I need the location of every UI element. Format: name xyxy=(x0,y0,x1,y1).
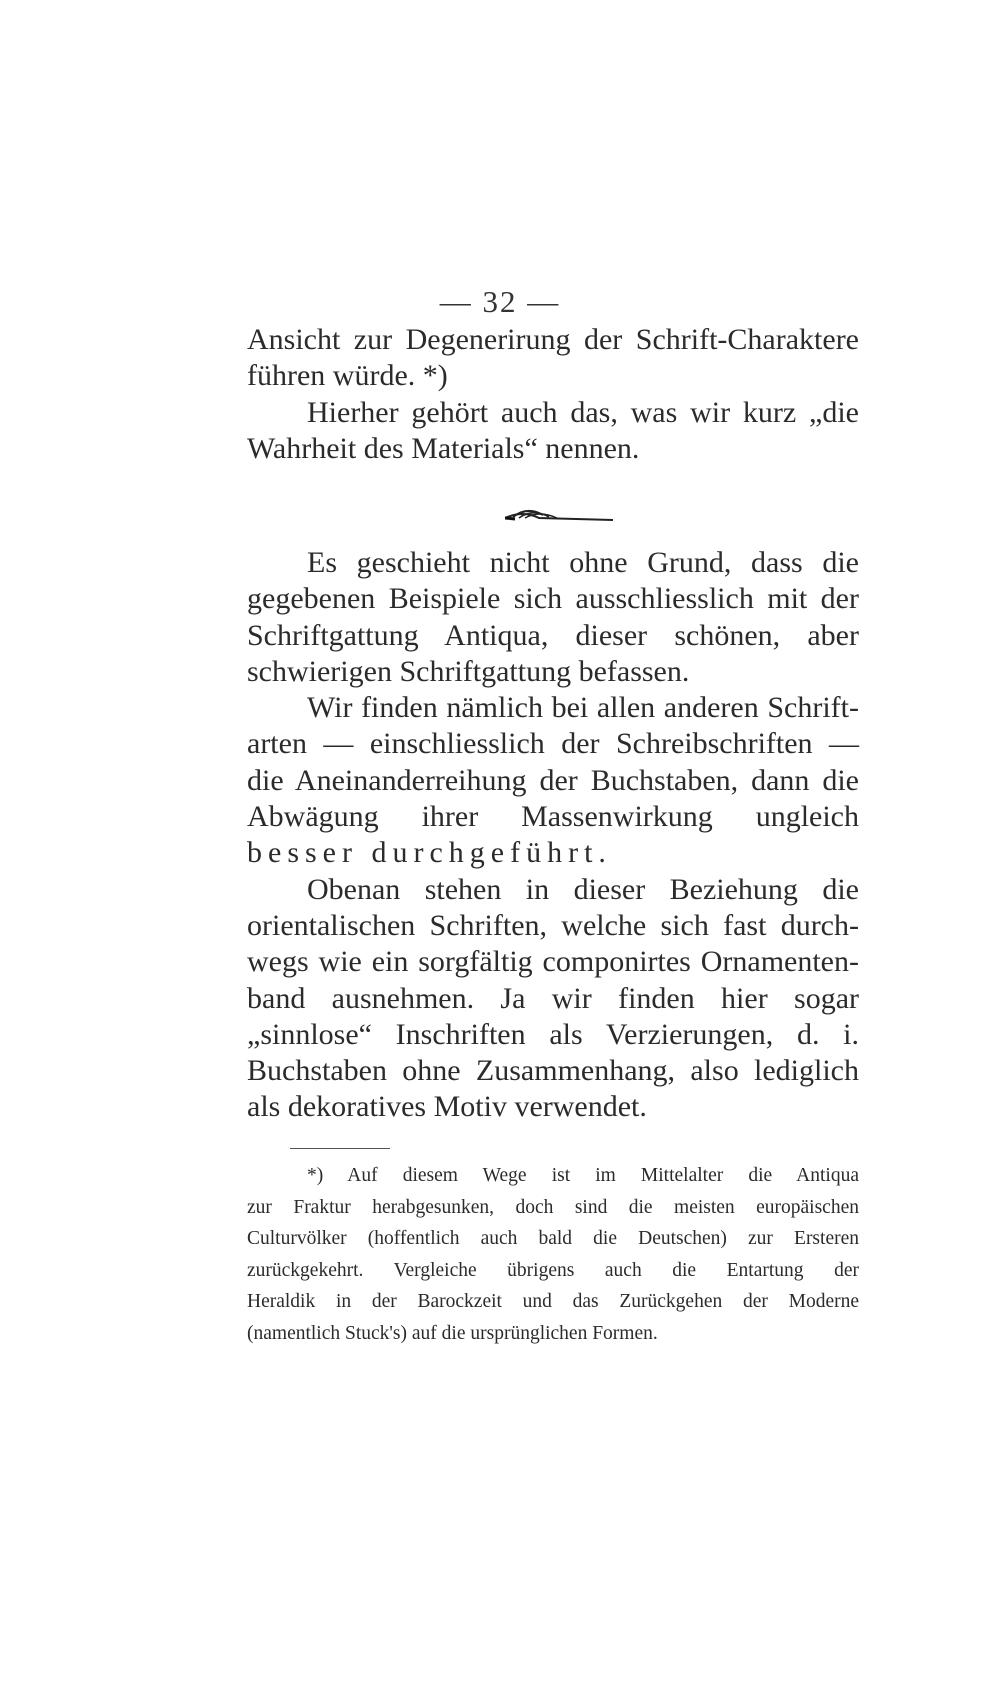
text-line: die Aneinanderreihung der Buchstaben, dann die xyxy=(247,763,859,797)
text-line: Ansicht zur Degenerirung der Schrift-Charaktere xyxy=(247,323,859,356)
text-line: orientalischen Schriften, welche sich fast durch- xyxy=(247,908,859,942)
text-line: Obenan stehen in dieser Beziehung die xyxy=(307,872,859,906)
text-line: Es geschieht nicht ohne Grund, dass die xyxy=(307,546,859,579)
text-line: besser durchgeführt. xyxy=(247,836,612,870)
text-line: band ausnehmen. Ja wir finden hier sogar xyxy=(247,981,859,1015)
page-number: — 32 — xyxy=(439,284,561,319)
footnote-line: *) Auf diesem Wege ist im Mittelalter die Antiqua xyxy=(307,1165,859,1186)
footnote-line: (namentlich Stuck's) auf die ursprünglichen Formen. xyxy=(247,1322,658,1344)
footnote-line: Culturvölker (hoffentlich auch bald die Deutschen) zur Ersteren xyxy=(247,1228,859,1249)
paragraph-2 xyxy=(247,690,859,871)
text-line: Hierher gehört auch das, was wir kurz „die xyxy=(307,395,859,429)
text-line: führen würde. *) xyxy=(247,359,448,393)
footnote-line: Heraldik in der Barockzeit und das Zurückgehen der Moderne xyxy=(247,1291,859,1312)
section-divider-flourish-icon xyxy=(505,506,613,526)
text-line: arten — einschliesslich der Schreibschriften — xyxy=(247,727,859,761)
text-line: als dekoratives Motiv verwendet. xyxy=(247,1090,647,1124)
text-line: Schriftgattung Antiqua, dieser schönen, aber xyxy=(247,618,859,652)
text-line: schwierigen Schriftgattung befassen. xyxy=(247,654,690,688)
text-line: Wahrheit des Materials“ nennen. xyxy=(247,431,640,465)
paragraph-3 xyxy=(247,872,859,1126)
text-line: wegs wie ein sorgfältig componirtes Ornamenten- xyxy=(247,945,859,979)
text-line: Abwägung ihrer Massenwirkung ungleich xyxy=(247,800,859,834)
footnote-line: zurückgekehrt. Vergleiche übrigens auch die Entartung der xyxy=(247,1259,859,1281)
text-line: „sinnlose“ Inschriften als Verzierungen, d. i. xyxy=(247,1017,859,1051)
paragraph-1 xyxy=(247,545,859,690)
main-text xyxy=(247,545,859,1126)
text-line: Wir finden nämlich bei allen anderen Schrift- xyxy=(307,691,859,725)
footnote-separator xyxy=(290,1148,390,1149)
footnote-line: zur Fraktur herabgesunken, doch sind die meisten europäischen xyxy=(247,1196,859,1218)
text-line: gegebenen Beispiele sich ausschliesslich mit der xyxy=(247,582,859,616)
footnote xyxy=(247,1160,859,1349)
text-line: Buchstaben ohne Zusammenhang, also lediglich xyxy=(247,1054,859,1088)
top-paragraph xyxy=(247,322,859,467)
